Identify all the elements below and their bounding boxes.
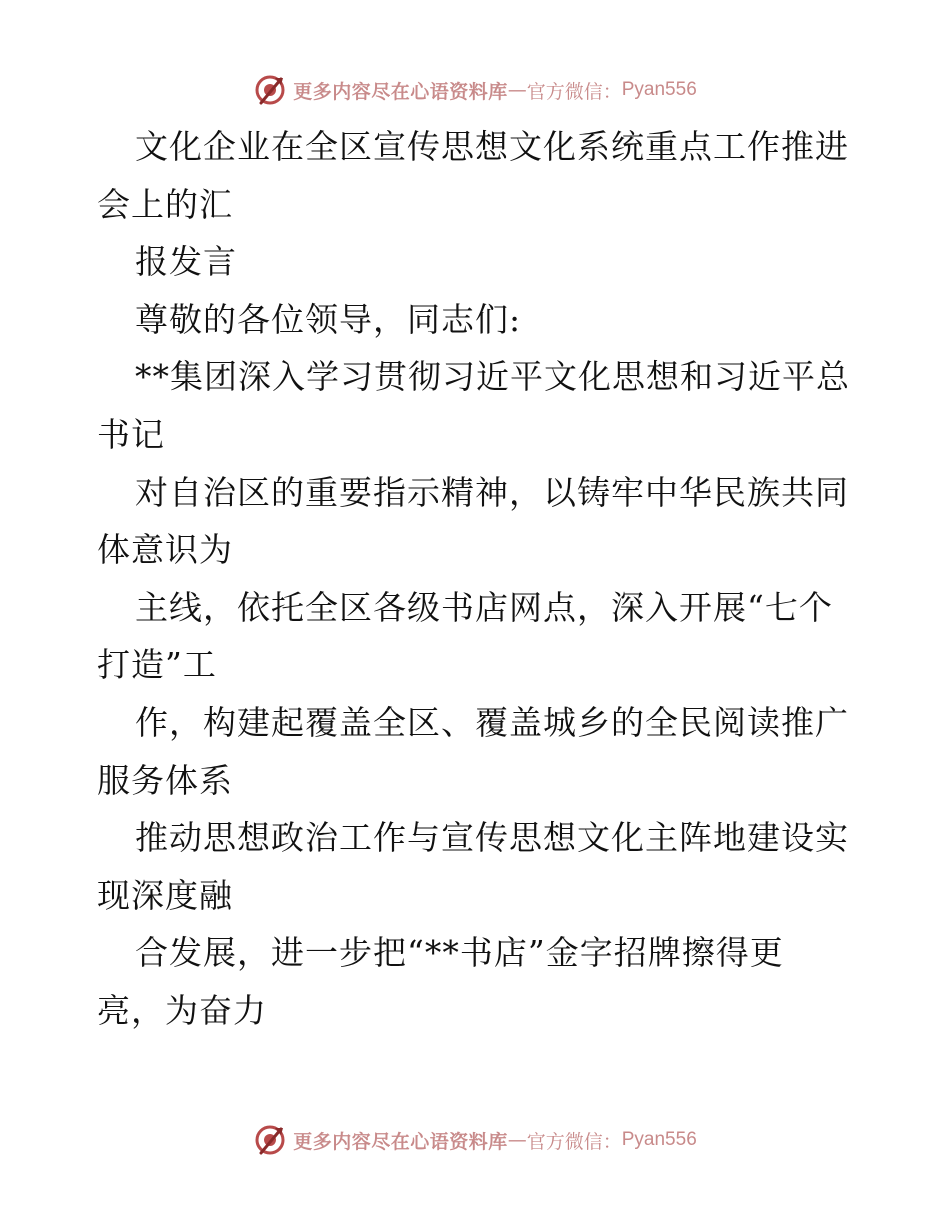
document-line: 推动思想政治工作与宣传思想文化主阵地建设实 — [135, 818, 849, 858]
watermark-wechat-id: Pyan556 — [621, 1129, 697, 1150]
document-line: 亮，为奋力 — [97, 990, 267, 1030]
document-line: 打造”工 — [97, 645, 217, 685]
watermark-wechat-label: 官方微信： — [526, 1130, 622, 1153]
document-line: 报发言 — [135, 242, 237, 282]
header-watermark — [0, 70, 950, 110]
document-line: 对自治区的重要指示精神，以铸牢中华民族共同 — [135, 472, 849, 512]
watermark-separator: — — [507, 1129, 527, 1151]
document-line: 现深度融 — [97, 875, 233, 915]
document-line: **集团深入学习贯彻习近平文化思想和习近平总 — [135, 357, 850, 397]
footer-watermark — [0, 1120, 950, 1160]
document-line: 会上的汇 — [97, 184, 233, 224]
watermark-wechat-label: 官方微信： — [526, 80, 622, 103]
document-body — [97, 118, 857, 1040]
quill-seal-icon — [253, 73, 287, 107]
quill-seal-icon — [253, 1123, 287, 1157]
watermark-separator: — — [507, 79, 527, 101]
watermark-wechat-id: Pyan556 — [621, 79, 697, 100]
document-line: 文化企业在全区宣传思想文化系统重点工作推进 — [135, 127, 849, 166]
document-line: 书记 — [97, 414, 165, 454]
document-line: 主线，依托全区各级书店网点，深入开展“七个 — [135, 587, 833, 627]
watermark-text: 更多内容尽在心语资料库 — [293, 1130, 508, 1153]
document-line: 服务体系 — [97, 760, 233, 800]
document-line: 合发展，进一步把“**书店”金字招牌擦得更 — [135, 933, 784, 973]
watermark-text: 更多内容尽在心语资料库 — [293, 80, 508, 103]
document-line: 体意识为 — [97, 530, 233, 570]
document-line: 作，构建起覆盖全区、覆盖城乡的全民阅读推广 — [135, 702, 849, 742]
document-line: 尊敬的各位领导，同志们: — [135, 299, 522, 339]
